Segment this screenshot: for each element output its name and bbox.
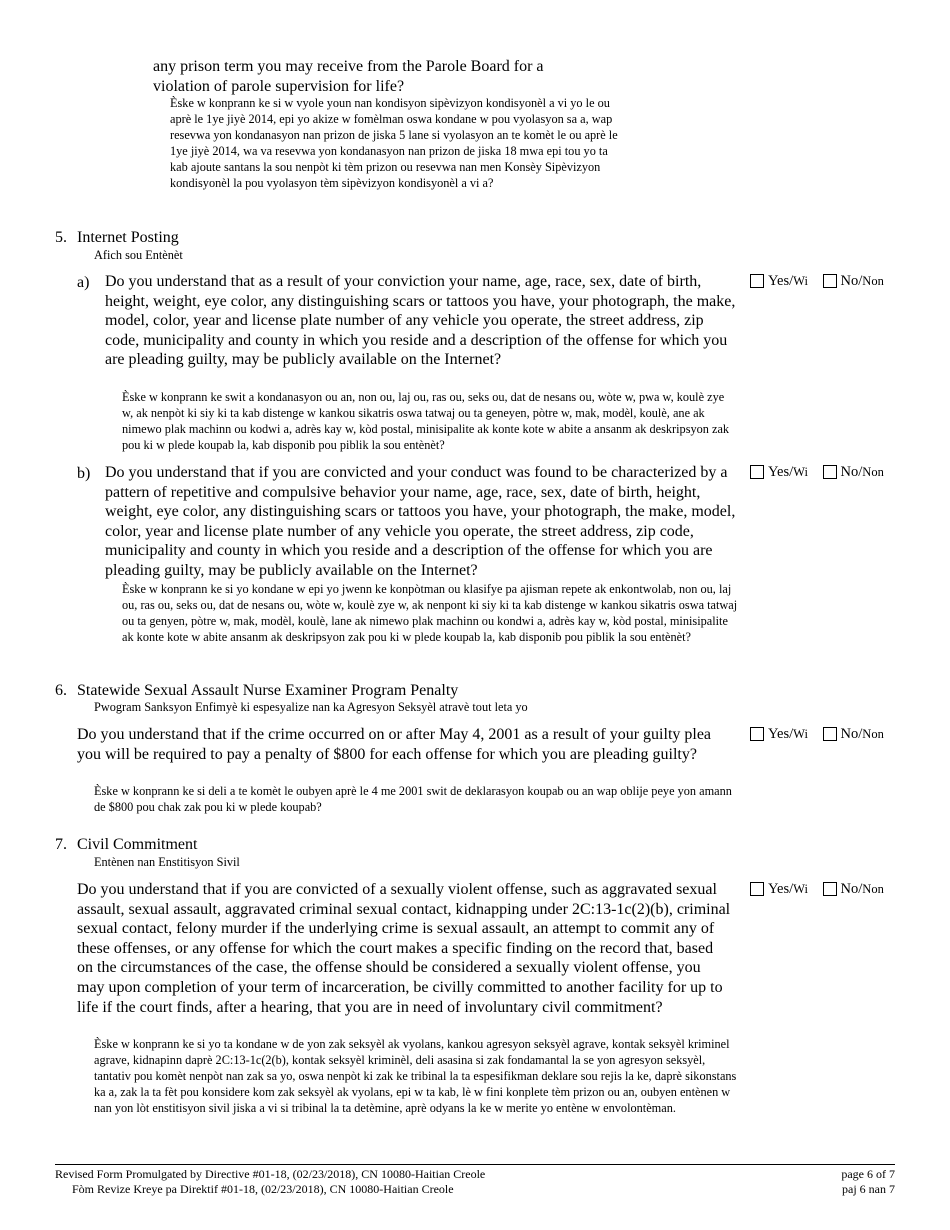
- section7-question-creole: Èske w konprann ke si yo ta kondane w de yon zak seksyèl ak vyolans, kankou agresyon seksyèl agrave, kontak seksyèl kriminel agrave, kidnapinn daprè 2C:13-1c(2(b), kontak seksyèl kriminèl, deli asasina si zak fondamantal la se yon agresyon seksyèl, tantativ pou komèt nenpòt nan zak sa yo, oswa nenpòt ki zak ke tribinal la ta espesifikman deklare sou rejis la ke, daprè sikonstans ka a, zak la ta fèt pou konsidere kom zak seksyèl ak vyolans, epi w ta kab, lè w fini konplete tèm prizon ou an, oubyen entènen w nan yon lòt enstitisyon sivil jiska a vi si tribinal la ta detèmine, aprè odyans la ke w merite yo entène w envolontèman.: [94, 1037, 737, 1116]
- section5a-answer: [750, 273, 884, 292]
- section7-title: Civil Commitment: [77, 836, 198, 853]
- footer-page-number: page 6 of 7: [841, 1167, 895, 1181]
- section6-yes-checkbox[interactable]: [750, 727, 764, 741]
- section6-title-creole: Pwogram Sanksyon Enfimyè ki espesyalize nan ka Agresyon Seksyèl atravè tout leta yo: [94, 700, 528, 714]
- section7-title-creole: Entènen nan Enstitisyon Sivil: [94, 855, 240, 869]
- section5b-no-checkbox[interactable]: [823, 465, 837, 479]
- section5a-no-checkbox[interactable]: [823, 274, 837, 288]
- section5-title: Internet Posting: [77, 229, 179, 246]
- section5b-answer: [750, 464, 884, 483]
- section6-answer: [750, 726, 884, 745]
- section7-answer: [750, 881, 884, 900]
- no-label-creole: Non: [862, 882, 884, 896]
- intro-creole: Èske w konprann ke si w vyole youn nan kondisyon sipèvizyon kondisyonèl a vi yo le ou aprè le 1ye jiyè 2014, epi yo akize w fomèlman oswa kondane w pou vyolasyon sa a, wap resevwa yon kondanasyon nan prizon de jiska 5 lane si vyolasyon an te komèt le ou aprè le 1ye jiyè 2014, wa va resevwa yon kondanasyon nan prizon de jiska 18 mwa epi tou yo ta kab ajoute santans la sou nenpòt ki tèm prizon ou resevwa nan men Konsèy Sipèvizyon kondisyonèl la pou vyolasyon tèm sipèvizyon kondisyonèl a vi a?: [170, 96, 618, 191]
- yes-label: Yes/: [768, 273, 794, 289]
- section6-number: 6.: [55, 682, 67, 699]
- yes-label-creole: Wi: [793, 727, 808, 741]
- section6-no-checkbox[interactable]: [823, 727, 837, 741]
- section5a-letter: a): [77, 274, 90, 291]
- yes-label-creole: Wi: [793, 882, 808, 896]
- no-label-creole: Non: [862, 274, 884, 288]
- no-label: No/: [840, 726, 863, 742]
- no-label: No/: [840, 881, 863, 897]
- section7-yes-checkbox[interactable]: [750, 882, 764, 896]
- section5b-question: Do you understand that if you are convicted and your conduct was found to be characterized by a pattern of repetitive and compulsive behavior your name, age, race, sex, date of birth, height, weight, eye color, any distinguishing scars or tattoos you have, your photograph, the make, model, color, year and license plate number of any vehicle you operate, the street address, zip code, municipality and county in which you reside and a description of the offense for which you are pleading guilty, may be publicly available on the Internet?: [105, 464, 736, 579]
- footer-form-id: Revised Form Promulgated by Directive #01-18, (02/23/2018), CN 10080-Haitian Creole: [55, 1167, 486, 1181]
- section7-no-option[interactable]: [823, 881, 884, 897]
- section5a-question-creole: Èske w konprann ke swit a kondanasyon ou an, non ou, laj ou, ras ou, seks ou, dat de nesans ou, wòte w, pwa w, koulè zye w, ak nenpòt ki siy ki ta kab distenge w kankou sikatris oswa tatwaj ou ta geneyen, pòtre w, mak, modèl, koulè, ane ak nimewo plak machinn ou kodwi a, adrès kay w, kòd postal, minisipalite ak konte kote w abite a ansanm ak deskripsyon zak pou ki w plede koupab la, kab disponib pou piblik la sou entènèt?: [122, 390, 730, 453]
- section7-question: Do you understand that if you are convicted of a sexually violent offense, such as aggravated sexual assault, sexual assault, aggravated criminal sexual contact, kidnapping under 2C:13-1c(2)(b), criminal sexual contact, felony murder if the underlying crime is sexual assault, an attempt to commit any of these offenses, or any offense for which the court makes a specific finding on the record that, based on the circumstances of the case, the offense should be considered a sexually violent offense, you may upon completion of your term of incarceration, be civilly committed to another facility for up to life if the court finds, after a hearing, that you are in need of involuntary civil commitment?: [77, 881, 731, 1016]
- footer-divider: [55, 1164, 895, 1165]
- yes-label: Yes/: [768, 881, 794, 897]
- no-label: No/: [840, 273, 863, 289]
- yes-label: Yes/: [768, 726, 794, 742]
- section5-title-creole: Afich sou Entènèt: [94, 248, 183, 262]
- no-label-creole: Non: [862, 465, 884, 479]
- section5-number: 5.: [55, 229, 67, 246]
- yes-label-creole: Wi: [793, 465, 808, 479]
- section5a-yes-checkbox[interactable]: [750, 274, 764, 288]
- section6-question: Do you understand that if the crime occurred on or after May 4, 2001 as a result of your guilty plea you will be required to pay a penalty of $800 for each offense for which you are pleading guilty?: [77, 726, 712, 763]
- yes-label: Yes/: [768, 464, 794, 480]
- section7-number: 7.: [55, 836, 67, 853]
- section6-question-creole: Èske w konprann ke si deli a te komèt le oubyen aprè le 4 me 2001 swit de deklarasyon koupab ou an wap oblije peye yon amann de $800 pou chak zak pou ki w plede koupab?: [94, 784, 732, 815]
- section7-yes-option[interactable]: [750, 881, 808, 897]
- section5b-yes-checkbox[interactable]: [750, 465, 764, 479]
- section7-no-checkbox[interactable]: [823, 882, 837, 896]
- section5b-yes-option[interactable]: [750, 464, 808, 480]
- section6-title: Statewide Sexual Assault Nurse Examiner Program Penalty: [77, 682, 459, 699]
- section5a-question: Do you understand that as a result of your conviction your name, age, race, sex, date of birth, height, weight, eye color, any distinguishing scars or tattoos you have, your photograph, the make, model, color, year and license plate number of any vehicle you operate, the street address, zip code, municipality and county in which you reside and a description of the offense for which you are pleading guilty, may be publicly available on the Internet?: [105, 273, 736, 369]
- no-label: No/: [840, 464, 863, 480]
- section6-yes-option[interactable]: [750, 726, 808, 742]
- footer-page-number-creole: paj 6 nan 7: [842, 1182, 895, 1196]
- yes-label-creole: Wi: [793, 274, 808, 288]
- section5b-letter: b): [77, 465, 91, 482]
- intro-english: any prison term you may receive from the Parole Board for a violation of parole supervision for life?: [153, 58, 544, 95]
- section5b-question-creole: Èske w konprann ke si yo kondane w epi yo jwenn ke konpòtman ou klasifye pa ajisman repete ak enkontwolab, non ou, laj ou, ras ou, seks ou, dat de nesans ou, wòte w, koulè zye w, ak nenpont ki siy ki ta kab distenge w kankou sikatris oswa tatwaj ou ta genyen, pòtre w, mak, modèl, koulè, lane ak nimewo plak machinn ou kondwi a, adrès kay w, kòd postal, minisipalite ak konte kote w abite ansanm ak deskripsyon zak pou ki w plede koupab la, kab disponib pou piblik la sou entènèt?: [122, 582, 738, 645]
- no-label-creole: Non: [862, 727, 884, 741]
- section5b-no-option[interactable]: [823, 464, 884, 480]
- section6-no-option[interactable]: [823, 726, 884, 742]
- section5a-yes-option[interactable]: [750, 273, 808, 289]
- footer-form-id-creole: Fòm Revize Kreye pa Direktif #01-18, (02/23/2018), CN 10080-Haitian Creole: [72, 1182, 454, 1196]
- section5a-no-option[interactable]: [823, 273, 884, 289]
